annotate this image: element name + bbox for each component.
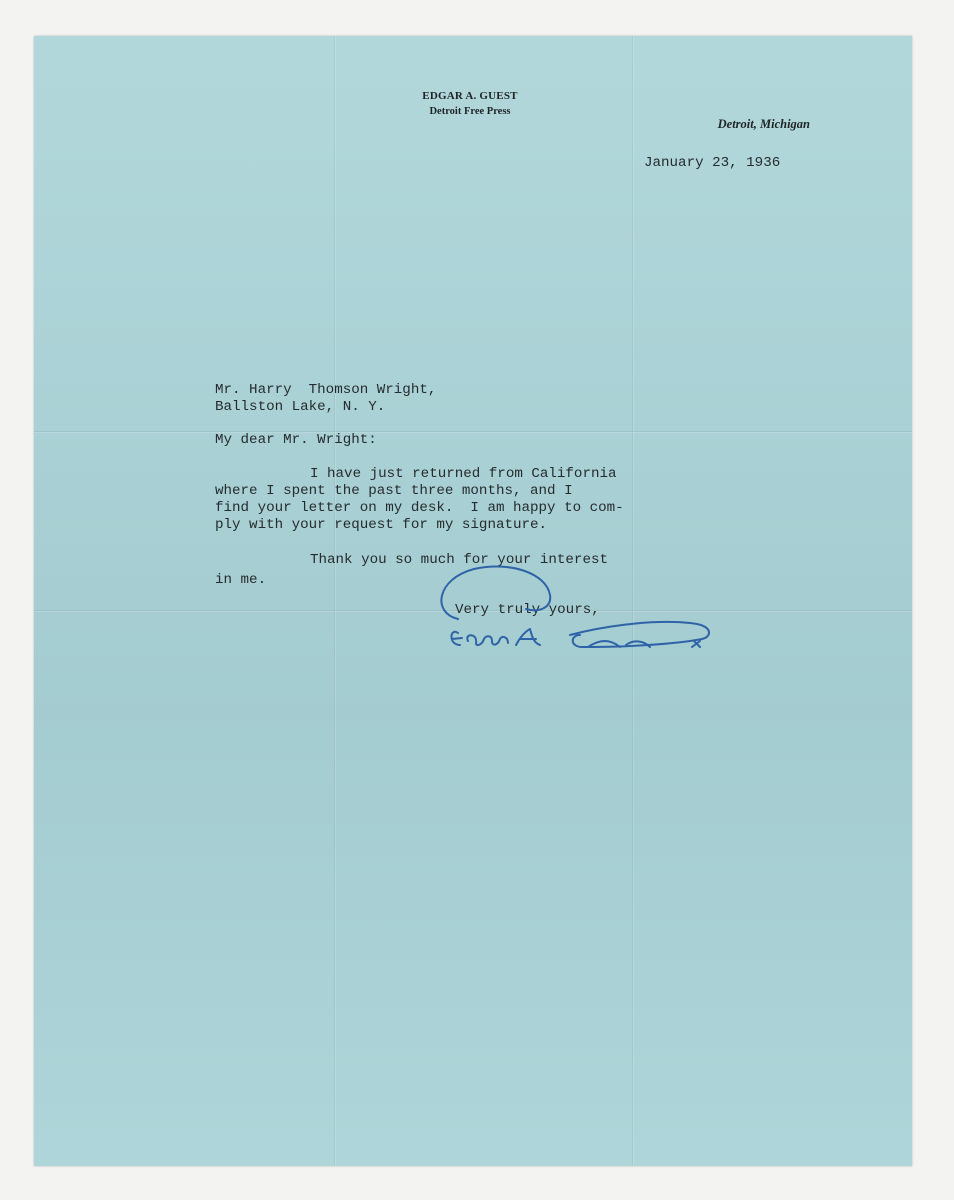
fold-line-vertical-left — [334, 36, 335, 1166]
body-line-6: in me. — [215, 572, 267, 588]
letter-date: January 23, 1936 — [644, 155, 781, 171]
letterhead-name: EDGAR A. GUEST — [422, 90, 518, 102]
letterhead-location: Detroit, Michigan — [717, 117, 810, 131]
letterhead-organization: Detroit Free Press — [429, 106, 511, 117]
body-line-1: I have just returned from California — [310, 466, 617, 482]
fold-line-horizontal-upper — [34, 431, 912, 432]
body-line-4: ply with your request for my signature. — [215, 517, 548, 533]
body-line-3: find your letter on my desk. I am happy to com- — [215, 500, 624, 516]
signature-strokes — [441, 567, 709, 647]
body-line-2: where I spent the past three months, and I — [215, 483, 573, 499]
salutation: My dear Mr. Wright: — [215, 432, 377, 448]
handwritten-signature — [430, 555, 720, 665]
closing: Very truly yours, — [455, 602, 600, 618]
recipient-name: Mr. Harry Thomson Wright, — [215, 382, 437, 398]
recipient-address: Ballston Lake, N. Y. — [215, 399, 386, 415]
body-line-5: Thank you so much for your interest — [310, 552, 608, 568]
